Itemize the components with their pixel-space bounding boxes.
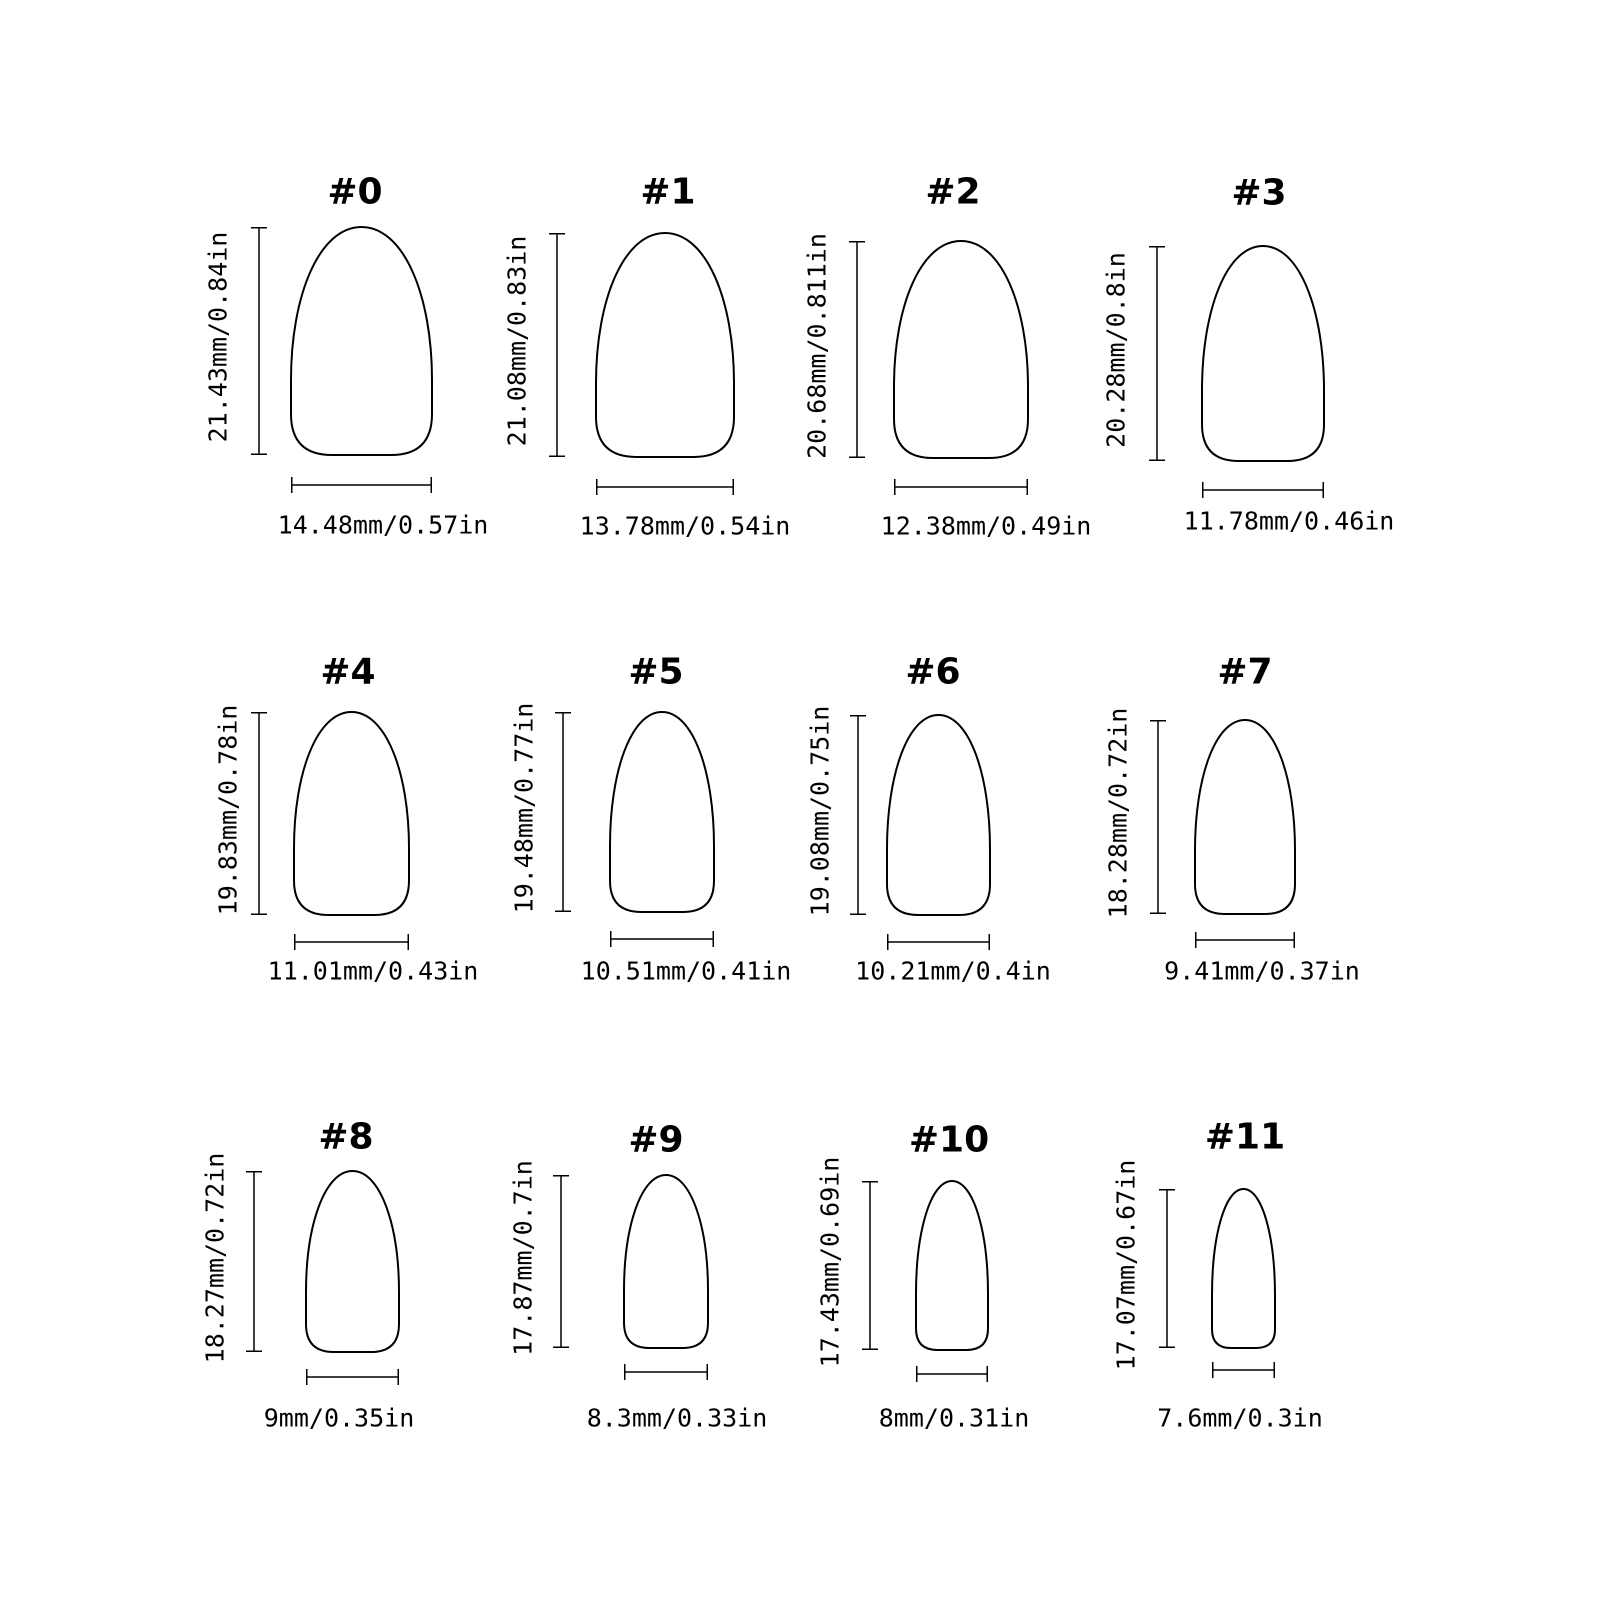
size-number: #5	[628, 651, 684, 693]
length-label: 20.68mm/0.811in	[802, 232, 832, 459]
length-label: 17.87mm/0.7in	[508, 1159, 538, 1356]
width-label: 7.6mm/0.3in	[1157, 1403, 1323, 1433]
length-label: 20.28mm/0.8in	[1101, 251, 1131, 448]
width-label: 14.48mm/0.57in	[277, 510, 489, 540]
length-dimension-line	[555, 712, 571, 912]
nail-outline	[1212, 1189, 1275, 1348]
size-number: #1	[640, 171, 696, 213]
length-dimension-line	[849, 241, 865, 458]
length-label: 21.08mm/0.83in	[502, 235, 532, 447]
length-label: 17.07mm/0.67in	[1111, 1159, 1141, 1370]
width-dimension-line	[291, 477, 432, 493]
width-label: 11.78mm/0.46in	[1183, 506, 1395, 536]
size-number: #9	[628, 1119, 684, 1161]
width-dimension-line	[596, 479, 734, 495]
length-dimension-line	[1149, 246, 1165, 461]
nail-outline	[291, 227, 432, 455]
width-dimension-line	[887, 934, 990, 950]
length-label: 21.43mm/0.84in	[203, 231, 233, 443]
width-dimension-line	[624, 1364, 708, 1380]
size-number: #10	[908, 1119, 990, 1161]
width-dimension-line	[1212, 1362, 1275, 1378]
size-number: #3	[1231, 172, 1287, 214]
size-number: #2	[925, 171, 981, 213]
nail-outline	[624, 1175, 708, 1348]
width-label: 10.21mm/0.4in	[855, 956, 1051, 986]
length-label: 19.48mm/0.77in	[509, 702, 539, 914]
length-dimension-line	[246, 1171, 262, 1352]
width-dimension-line	[894, 479, 1028, 495]
width-label: 8mm/0.31in	[878, 1403, 1030, 1433]
length-label: 19.83mm/0.78in	[213, 704, 243, 915]
width-dimension-line	[610, 931, 714, 947]
width-dimension-line	[1195, 932, 1295, 948]
width-dimension-line	[294, 934, 409, 950]
nail-outline	[894, 241, 1028, 458]
length-dimension-line	[251, 227, 267, 455]
length-dimension-line	[549, 233, 565, 457]
size-number: #7	[1217, 651, 1273, 693]
nail-outline	[306, 1171, 399, 1352]
length-dimension-line	[850, 715, 866, 915]
width-dimension-line	[916, 1366, 988, 1382]
length-label: 18.27mm/0.72in	[200, 1152, 230, 1363]
nail-outline	[610, 712, 714, 912]
nail-outline	[1195, 720, 1295, 914]
length-label: 18.28mm/0.72in	[1103, 707, 1133, 919]
width-label: 10.51mm/0.41in	[580, 956, 792, 986]
size-number: #6	[905, 651, 961, 693]
width-label: 11.01mm/0.43in	[267, 956, 479, 986]
width-dimension-line	[306, 1369, 399, 1385]
width-label: 8.3mm/0.33in	[586, 1403, 768, 1433]
width-label: 9.41mm/0.37in	[1164, 956, 1360, 986]
size-number: #4	[320, 651, 376, 693]
length-dimension-line	[251, 712, 267, 915]
length-dimension-line	[862, 1181, 878, 1350]
nail-outline	[887, 715, 990, 915]
size-number: #11	[1204, 1116, 1286, 1158]
length-dimension-line	[1150, 720, 1166, 914]
length-label: 17.43mm/0.69in	[815, 1156, 845, 1367]
width-label: 12.38mm/0.49in	[880, 511, 1092, 541]
width-dimension-line	[1202, 482, 1324, 498]
nail-outline	[1202, 246, 1324, 461]
width-label: 9mm/0.35in	[263, 1403, 415, 1433]
length-dimension-line	[1159, 1189, 1175, 1348]
length-label: 19.08mm/0.75in	[805, 705, 835, 917]
nail-outline	[916, 1181, 988, 1350]
width-label: 13.78mm/0.54in	[579, 511, 791, 541]
size-number: #8	[318, 1116, 374, 1158]
size-number: #0	[327, 171, 383, 213]
length-dimension-line	[553, 1175, 569, 1348]
nail-outline	[596, 233, 734, 457]
nail-outline	[294, 712, 409, 915]
